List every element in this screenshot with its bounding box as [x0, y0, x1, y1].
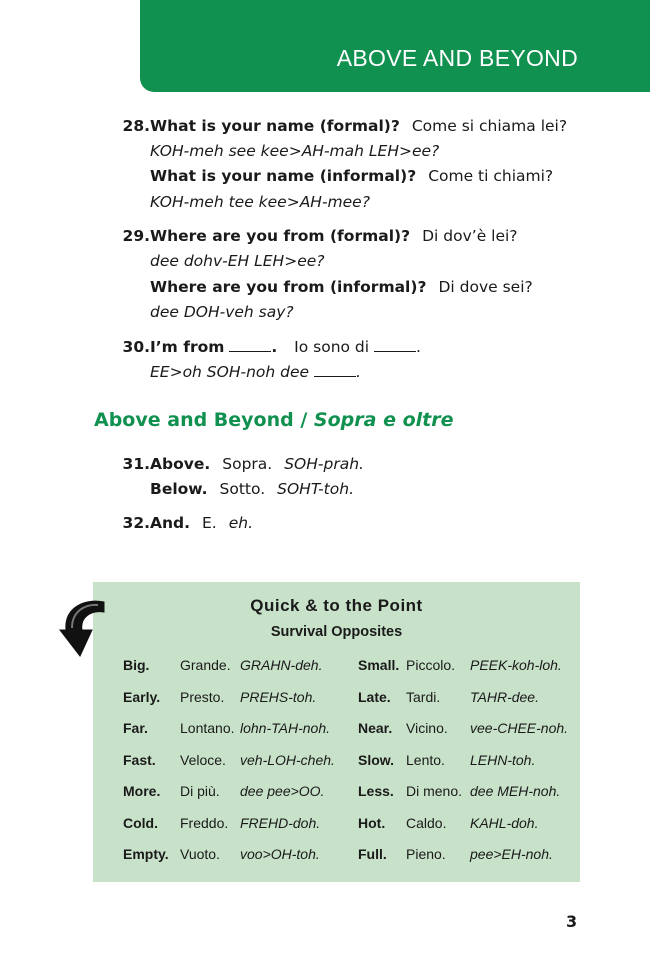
pronunciation-text: eh.	[228, 514, 254, 532]
opposites-row	[93, 689, 580, 709]
entry-line	[150, 224, 518, 248]
word-en: Cold.	[123, 814, 158, 831]
opposite-pronunciation: LEHN-toh.	[470, 751, 536, 768]
pronunciation-end: .	[356, 363, 361, 381]
section-title-italian: Sopra e oltre	[313, 409, 454, 431]
entry-line	[150, 511, 253, 535]
opposite-en: Less.	[358, 783, 394, 799]
entry-number: 31.	[122, 455, 150, 473]
translation-text: Di dov’è lei?	[422, 227, 518, 245]
translation-text: Come ti chiami?	[428, 167, 554, 185]
opposite-en: Hot.	[358, 814, 386, 831]
word-it: Vuoto.	[180, 846, 220, 862]
opposite-it: Piccolo.	[406, 657, 456, 673]
opposite-pronunciation: PEEK-koh-loh.	[470, 657, 562, 673]
opposite-pronunciation: KAHL-doh.	[470, 814, 539, 831]
blank-line	[314, 362, 356, 377]
question-end: .	[271, 338, 278, 356]
pronunciation-text: SOHT-toh.	[277, 480, 354, 498]
opposites-row	[93, 657, 580, 677]
opposite-en: Late.	[358, 688, 391, 705]
word-it: Presto.	[180, 688, 225, 705]
question-text: What is your name (formal)?	[150, 117, 400, 135]
chapter-title: ABOVE AND BEYOND	[336, 45, 578, 71]
opposite-pronunciation: vee-CHEE-noh.	[470, 720, 569, 736]
question-text: What is your name (informal)?	[150, 167, 417, 185]
pronunciation: lohn-TAH-noh.	[240, 720, 331, 736]
translation-text: Io sono di	[294, 338, 370, 356]
pronunciation-text: dee dohv-EH LEH>ee?	[150, 252, 325, 270]
pronunciation: FREHD-doh.	[240, 814, 321, 831]
pronunciation: voo>OH-toh.	[240, 846, 320, 862]
word-it: Freddo.	[180, 814, 229, 831]
blank-line	[229, 337, 271, 352]
opposite-pronunciation: pee>EH-noh.	[470, 846, 553, 862]
entry-line	[150, 164, 553, 188]
word-it: Grande.	[180, 657, 231, 673]
pronunciation-text: SOH-prah.	[284, 455, 364, 473]
opposites-row	[93, 720, 580, 740]
entry-number: 30.	[122, 338, 150, 356]
page-number: 3	[566, 912, 578, 931]
entry-30	[114, 335, 594, 387]
opposite-pronunciation: dee MEH-noh.	[470, 783, 561, 799]
word-text: And.	[150, 514, 191, 532]
section-title-english: Above and Beyond /	[94, 409, 314, 431]
word-it: Lontano.	[180, 720, 235, 736]
pronunciation-text: KOH-meh see kee>AH-mah LEH>ee?	[150, 142, 440, 160]
entry-28	[114, 114, 594, 214]
opposite-en: Near.	[358, 720, 393, 736]
word-it: Veloce.	[180, 751, 226, 768]
word-en: Big.	[123, 657, 150, 673]
pronunciation: GRAHN-deh.	[240, 657, 323, 673]
opposite-it: Tardi.	[406, 688, 441, 705]
word-it: Di più.	[180, 783, 220, 799]
entry-line	[150, 114, 567, 138]
opposite-it: Caldo.	[406, 814, 447, 831]
word-en: Empty.	[123, 846, 169, 862]
word-en: Fast.	[123, 751, 156, 768]
opposite-en: Full.	[358, 846, 387, 862]
entry-29	[114, 224, 594, 324]
opposite-en: Small.	[358, 657, 400, 673]
opposite-it: Pieno.	[406, 846, 446, 862]
opposite-en: Slow.	[358, 751, 395, 768]
opposites-row	[93, 752, 580, 772]
translation-text: Come si chiama lei?	[411, 117, 568, 135]
word-en: Early.	[123, 688, 161, 705]
curved-arrow-icon	[58, 594, 116, 660]
blank-line	[374, 337, 416, 352]
word-text: Below.	[150, 480, 208, 498]
entry-line	[150, 275, 533, 299]
pronunciation-text: dee DOH-veh say?	[150, 303, 294, 321]
entry-line	[150, 477, 354, 501]
opposite-it: Lento.	[406, 751, 445, 768]
entry-number: 32.	[122, 514, 150, 532]
pronunciation-text: EE>oh SOH-noh dee	[150, 363, 310, 381]
entry-31	[114, 452, 594, 502]
translation-text: Sotto.	[219, 480, 266, 498]
question-text: Where are you from (formal)?	[150, 227, 411, 245]
opposites-row	[93, 815, 580, 835]
quick-to-the-point-box	[93, 582, 580, 882]
box-title: Quick & to the Point	[250, 596, 423, 615]
opposite-it: Vicino.	[406, 720, 448, 736]
word-text: Above.	[150, 455, 211, 473]
pronunciation: veh-LOH-cheh.	[240, 751, 335, 768]
opposites-row	[93, 783, 580, 803]
opposites-row	[93, 846, 580, 866]
pronunciation-line	[150, 360, 361, 384]
pronunciation: dee pee>OO.	[240, 783, 325, 799]
entry-line	[150, 452, 364, 476]
word-en: Far.	[123, 720, 148, 736]
translation-text: E.	[202, 514, 217, 532]
header-band	[140, 0, 650, 92]
pronunciation: PREHS-toh.	[240, 688, 317, 705]
translation-text: Sopra.	[222, 455, 273, 473]
pronunciation-text: KOH-meh tee kee>AH-mee?	[150, 193, 370, 211]
opposite-it: Di meno.	[406, 783, 463, 799]
entry-32	[114, 511, 594, 537]
opposite-pronunciation: TAHR-dee.	[470, 688, 539, 705]
entry-line	[150, 335, 421, 359]
entry-number: 29.	[122, 227, 150, 245]
translation-end: .	[416, 338, 421, 356]
entry-number: 28.	[122, 117, 150, 135]
translation-text: Di dove sei?	[438, 278, 533, 296]
question-text: Where are you from (informal)?	[150, 278, 427, 296]
section-heading	[94, 409, 453, 431]
word-en: More.	[123, 783, 161, 799]
box-subtitle: Survival Opposites	[270, 624, 403, 640]
question-text: I’m from	[150, 338, 225, 356]
